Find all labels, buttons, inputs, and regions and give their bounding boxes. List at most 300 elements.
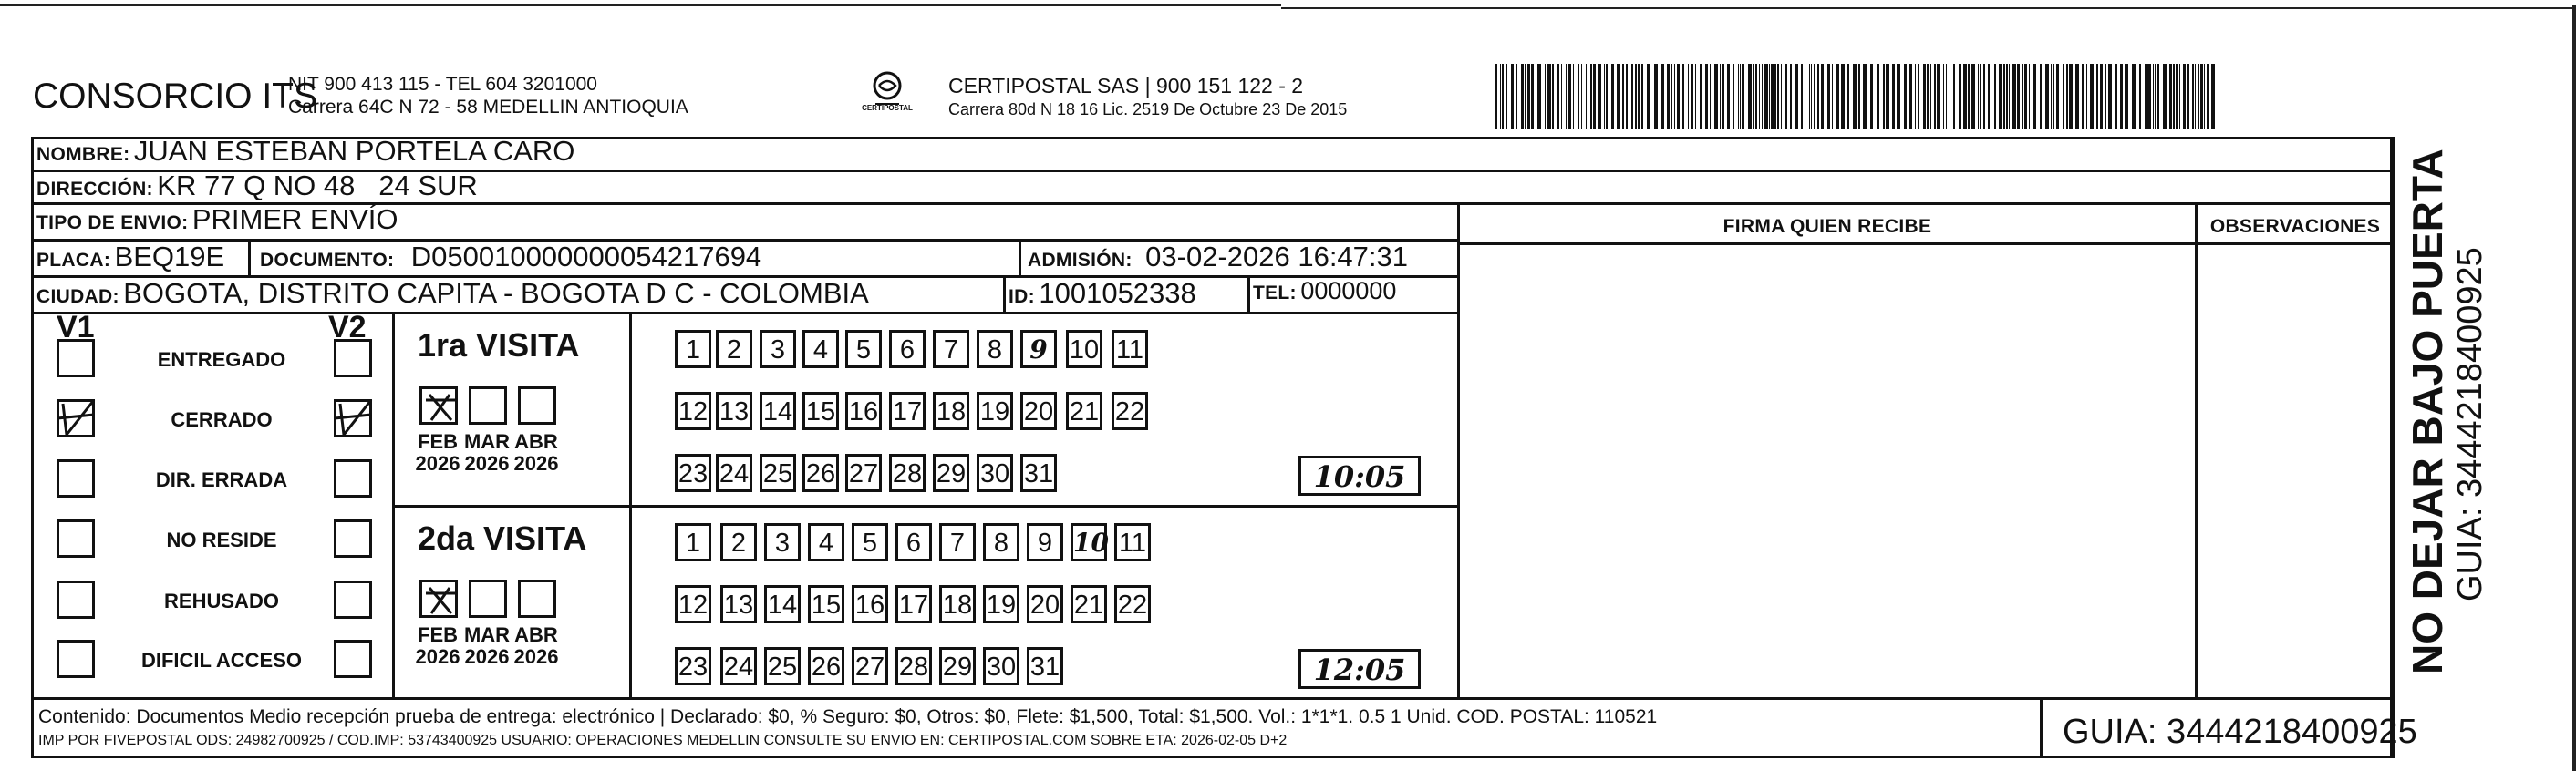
day-box: 25 [760,454,796,492]
barcode-bar [2100,64,2103,129]
barcode-bar [2139,64,2141,129]
barcode-bar [1821,64,1824,129]
direccion-row [36,170,478,202]
barcode-bar [1827,64,1830,129]
day-box: 4 [808,523,844,561]
barcode-bar [1953,64,1955,129]
barcode-bar [1722,64,1724,129]
year-label: 2026 [513,645,559,668]
handwritten-time-text: 10:05 [1313,459,1406,494]
day-box: 19 [977,392,1013,430]
barcode-bar [2132,64,2136,129]
day-box: 15 [808,585,844,623]
barcode-bar [1811,64,1812,129]
direccion-value: KR 77 Q NO 48 24 SUR [157,170,478,201]
barcode-bar [2163,64,2167,129]
company-nit: NIT 900 413 115 - TEL 604 3201000 [288,74,597,95]
barcode-bar [1631,64,1633,129]
ciudad-label: CIUDAD: [36,286,119,307]
status-label: ENTREGADO [157,348,286,371]
status-label: DIFICIL ACCESO [140,649,302,672]
documento-cell [260,241,761,273]
barcode-bar [1671,64,1672,129]
barcode-bar [1695,64,1696,129]
barcode-bar [1733,64,1734,129]
barcode-bar [1552,64,1554,129]
barcode-bar [2169,64,2172,129]
day-box: 6 [895,523,932,561]
barcode-bar [2183,64,2186,129]
documento-value: D050010000000054217694 [410,241,762,272]
barcode-bar [1769,64,1770,129]
admision-value: 03-02-2026 16:47:31 [1145,241,1409,272]
day-box: 18 [939,585,976,623]
barcode-bar [1918,64,1919,129]
observaciones-header: OBSERVACIONES [2209,216,2381,237]
status-label: CERRADO [171,408,273,431]
barcode-bar [1795,64,1798,129]
barcode-bar [1568,64,1571,129]
barcode-bar [2147,64,2151,129]
visit-title: 1ra VISITA [418,326,580,364]
certipostal-logo [855,69,919,124]
barcode-bar [1516,64,1517,129]
barcode-bar [1968,64,1970,129]
barcode [1495,64,2225,129]
day-box: 13 [716,392,752,430]
v1-checkbox [57,339,95,377]
barcode-bar [2075,64,2079,129]
v2-checkbox [334,399,372,437]
barcode-bar [1566,64,1567,129]
ciudad-cell [36,277,869,310]
barcode-bar [2082,64,2084,129]
barcode-bar [1999,64,2002,129]
v2-checkbox [334,519,372,558]
barcode-bar [2056,64,2059,129]
barcode-bar [2153,64,2154,129]
barcode-bar [1573,64,1574,129]
barcode-bar [1785,64,1787,129]
barcode-bar [1858,64,1860,129]
barcode-bar [1774,64,1776,129]
barcode-bar [2053,64,2054,129]
nombre-label: NOMBRE: [36,144,130,165]
company-address: Carrera 64C N 72 - 58 MEDELLIN ANTIOQUIA [288,97,688,118]
month-label: ABR [514,430,558,453]
barcode-bar [2096,64,2098,129]
day-box: 22 [1114,585,1151,623]
footer-divider [2040,697,2043,758]
day-box: 12 [675,392,711,430]
day-box: 16 [845,392,882,430]
handwritten-day: 9 [1029,334,1048,365]
barcode-bar [1682,64,1684,129]
barcode-bar [2204,64,2205,129]
day-box: 31 [1020,454,1057,492]
barcode-bar [2198,64,2199,129]
barcode-bar [1598,64,1601,129]
month-checkbox [469,386,507,425]
day-box: 24 [720,647,757,685]
barcode-bar [1661,64,1664,129]
day-box: 28 [895,647,932,685]
day-box: 11 [1114,523,1151,561]
barcode-bar [1814,64,1815,129]
barcode-bar [2207,64,2209,129]
handwritten-check-icon [331,395,380,444]
row-divider [31,312,1458,314]
top-edge [0,0,2576,13]
admision-label: ADMISIÓN: [1028,250,1133,271]
day-box: 22 [1112,392,1148,430]
barcode-bar [2022,64,2023,129]
year-label: 2026 [415,452,460,475]
day-box: 27 [852,647,888,685]
barcode-bar [1923,64,1926,129]
tipo-envio-label: TIPO DE ENVIO: [36,212,189,233]
ciudad-value: BOGOTA, DISTRITO CAPITA - BOGOTA D C - COLOMBIA [123,277,869,309]
visit-title: 2da VISITA [418,519,587,557]
barcode-bar [1817,64,1819,129]
barcode-bar [1927,64,1929,129]
barcode-bar [1753,64,1754,129]
barcode-bar [2006,64,2008,129]
day-box: 14 [764,585,801,623]
barcode-bar [2017,64,2020,129]
v2-label: V2 [328,310,367,344]
barcode-bar [1771,64,1774,129]
month-checkbox [419,386,458,425]
status-label: NO RESIDE [166,529,277,551]
barcode-bar [1691,64,1693,129]
handwritten-time [1298,649,1421,689]
barcode-bar [1714,64,1718,129]
barcode-bar [1863,64,1867,129]
day-box: 14 [760,392,796,430]
col-divider [1019,239,1021,275]
firma-header: FIRMA QUIEN RECIBE [1723,216,1932,237]
col-divider [1247,275,1250,312]
barcode-bar [1832,64,1833,129]
col-divider [1003,275,1006,312]
status-label: DIR. ERRADA [155,468,288,491]
v1-checkbox [57,581,95,619]
placa-value: BEQ19E [114,241,225,272]
day-box: 17 [895,585,932,623]
barcode-bar [2051,64,2052,129]
barcode-bar [1836,64,1839,129]
year-label: 2026 [513,452,559,475]
day-box: 5 [845,330,882,368]
day-box: 3 [764,523,801,561]
day-box: 2 [716,330,752,368]
day-box: 1 [675,330,711,368]
barcode-bar [1581,64,1582,129]
month-checkbox [518,386,556,425]
barcode-bar [2155,64,2156,129]
barcode-bar [2192,64,2194,129]
barcode-bar [1781,64,1782,129]
barcode-bar [1946,64,1947,129]
v1-label: V1 [57,310,95,344]
barcode-bar [2012,64,2016,129]
barcode-bar [2173,64,2175,129]
barcode-bar [2115,64,2117,129]
barcode-bar [1617,64,1620,129]
day-box: 23 [675,647,711,685]
barcode-bar [1593,64,1596,129]
company-name: CONSORCIO ITS [33,77,318,116]
barcode-bar [2024,64,2027,129]
barcode-bar [2090,64,2094,129]
barcode-bar [1915,64,1916,129]
day-box: 3 [760,330,796,368]
barcode-bar [1674,64,1675,129]
barcode-bar [1988,64,1990,129]
day-box: 19 [983,585,1019,623]
handwritten-day: 10 [1073,528,1109,558]
id-cell [1009,277,1196,310]
placa-cell [36,241,224,273]
barcode-bar [2200,64,2203,129]
day-box: 21 [1066,392,1102,430]
handwritten-time [1298,456,1421,496]
carrier-address: Carrera 80d N 18 16 Lic. 2519 De Octubre 23 De 2015 [948,100,1348,118]
barcode-bar [1755,64,1757,129]
v2-checkbox [334,581,372,619]
barcode-bar [2187,64,2189,129]
barcode-bar [1606,64,1608,129]
day-box: 11 [1112,330,1148,368]
day-box: 7 [939,523,976,561]
barcode-bar [1578,64,1579,129]
id-value: 1001052338 [1039,277,1196,309]
day-box: 29 [933,454,969,492]
nombre-row [36,135,574,168]
barcode-bar [1641,64,1643,129]
barcode-bar [1622,64,1624,129]
barcode-bar [2108,64,2112,129]
barcode-bar [1525,64,1526,129]
barcode-bar [2086,64,2087,129]
year-label: 2026 [464,645,510,668]
v1-checkbox [57,519,95,558]
barcode-bar [1909,64,1912,129]
handwritten-x-icon [422,582,459,619]
barcode-bar [2003,64,2005,129]
barcode-bar [2069,64,2073,129]
tel-label: TEL: [1253,283,1297,303]
barcode-bar [1688,64,1689,129]
barcode-bar [1937,64,1940,129]
handwritten-x-icon [422,389,459,426]
barcode-bar [1557,64,1559,129]
barcode-bar [1959,64,1961,129]
barcode-bar [1971,64,1975,129]
barcode-bar [1705,64,1708,129]
id-label: ID: [1009,286,1035,307]
barcode-bar [1537,64,1541,129]
month-label: ABR [514,623,558,646]
logo-caption: CERTIPOSTAL [862,104,913,112]
day-box: 2 [720,523,757,561]
nombre-value: JUAN ESTEBAN PORTELA CARO [133,135,575,167]
barcode-bar [1561,64,1562,129]
barcode-bar [1511,64,1514,129]
barcode-bar [1527,64,1530,129]
barcode-bar [2029,64,2030,129]
barcode-bar [2176,64,2178,129]
month-checkbox [419,580,458,618]
barcode-bar [2126,64,2128,129]
footer-guia: GUIA: 3444218400925 [2063,713,2417,751]
col-divider [2195,202,2198,699]
day-box: 17 [889,392,926,430]
day-box: 8 [983,523,1019,561]
footer-imp: IMP POR FIVEPOSTAL ODS: 24982700925 / COD.IMP: 53743400925 USUARIO: OPERACIONES MEDELLIN CONSULTE SU ENVIO EN: CERTIPOSTAL.COM SOBRE ETA: 2026-02-05 D+2 [38,733,1288,748]
barcode-bar [2066,64,2068,129]
barcode-bar [1790,64,1792,129]
barcode-bar [1604,64,1605,129]
day-box: 25 [764,647,801,685]
barcode-bar [2040,64,2042,129]
day-box: 30 [983,647,1019,685]
barcode-bar [2045,64,2049,129]
day-box: 5 [852,523,888,561]
barcode-bar [1500,64,1501,129]
footer-contenido: Contenido: Documentos Medio recepción prueba de entrega: electrónico | Declarado: $0, % Seguro: $0, Otros: $0, Flete: $1,500, Total: $1,500. Vol.: 1*1*1. 0.5 1 Unid. COD. POSTAL: 110521 [38,706,1658,727]
direccion-label: DIRECCIÓN: [36,179,153,200]
barcode-bar [1495,64,1497,129]
barcode-bar [1742,64,1744,129]
v2-checkbox [334,640,372,678]
admision-cell [1028,241,1408,273]
barcode-bar [1877,64,1879,129]
barcode-bar [2120,64,2123,129]
status-label: REHUSADO [164,590,279,612]
barcode-bar [1654,64,1658,129]
tipo-envio-row [36,203,398,236]
month-label: MAR [463,623,511,646]
year-label: 2026 [415,645,460,668]
barcode-bar [2125,64,2126,129]
day-box: 31 [1027,647,1063,685]
barcode-bar [1506,64,1507,129]
day-box [1071,523,1107,561]
barcode-bar [1545,64,1546,129]
barcode-bar [1647,64,1650,129]
right-edge [2572,5,2576,771]
side-guia-wrap [2451,128,2497,601]
barcode-bar [1764,64,1768,129]
barcode-bar [1502,64,1504,129]
barcode-bar [1897,64,1900,129]
day-box: 26 [808,647,844,685]
month-checkbox [518,580,556,618]
day-box: 16 [852,585,888,623]
v2-checkbox [334,459,372,498]
col-divider [1457,202,1460,699]
barcode-bar [1677,64,1680,129]
barcode-bar [1978,64,1979,129]
barcode-bar [1883,64,1885,129]
v2-checkbox [334,339,372,377]
barcode-bar [1904,64,1907,129]
barcode-bar [1847,64,1849,129]
barcode-bar [1983,64,1985,129]
placa-label: PLACA: [36,250,111,271]
day-box: 23 [675,454,711,492]
barcode-bar [2211,64,2215,129]
barcode-bar [2179,64,2180,129]
day-box: 26 [802,454,839,492]
documento-label: DOCUMENTO: [260,250,395,271]
barcode-bar [1980,64,1981,129]
barcode-bar [1635,64,1637,129]
col-divider [2393,137,2395,758]
day-box: 27 [845,454,882,492]
barcode-bar [1930,64,1931,129]
day-box: 20 [1027,585,1063,623]
day-box: 8 [977,330,1013,368]
company-info [288,73,688,118]
barcode-bar [1777,64,1779,129]
year-label: 2026 [464,452,510,475]
barcode-bar [1611,64,1614,129]
barcode-bar [1586,64,1587,129]
barcode-bar [2195,64,2196,129]
month-label: FEB [418,623,458,646]
barcode-bar [1841,64,1845,129]
barcode-bar [1531,64,1534,129]
barcode-bar [1700,64,1702,129]
barcode-bar [1943,64,1944,129]
handwritten-time-text: 12:05 [1313,653,1406,687]
barcode-bar [1892,64,1895,129]
barcode-bar [1870,64,1873,129]
day-box: 6 [889,330,926,368]
barcode-bar [1809,64,1810,129]
day-box: 12 [675,585,711,623]
tipo-envio-value: PRIMER ENVÍO [191,203,398,235]
day-box: 13 [720,585,757,623]
row-divider [1457,242,2393,245]
carrier-info [948,73,1347,120]
barcode-bar [1626,64,1628,129]
barcode-bar [2157,64,2159,129]
day-box: 1 [675,523,711,561]
day-box: 4 [802,330,839,368]
barcode-bar [2009,64,2010,129]
barcode-bar [1886,64,1889,129]
row-divider [31,697,2393,700]
barcode-bar [1740,64,1741,129]
barcode-bar [1759,64,1760,129]
barcode-bar [2063,64,2064,129]
barcode-bar [1727,64,1730,129]
barcode-bar [1963,64,1967,129]
day-box: 15 [802,392,839,430]
barcode-bar [2105,64,2106,129]
tel-value: 0000000 [1300,277,1397,304]
handwritten-check-icon [54,395,103,444]
barcode-bar [1994,64,1996,129]
day-box: 28 [889,454,926,492]
barcode-bar [1590,64,1592,129]
barcode-bar [1720,64,1721,129]
month-label: MAR [463,430,511,453]
